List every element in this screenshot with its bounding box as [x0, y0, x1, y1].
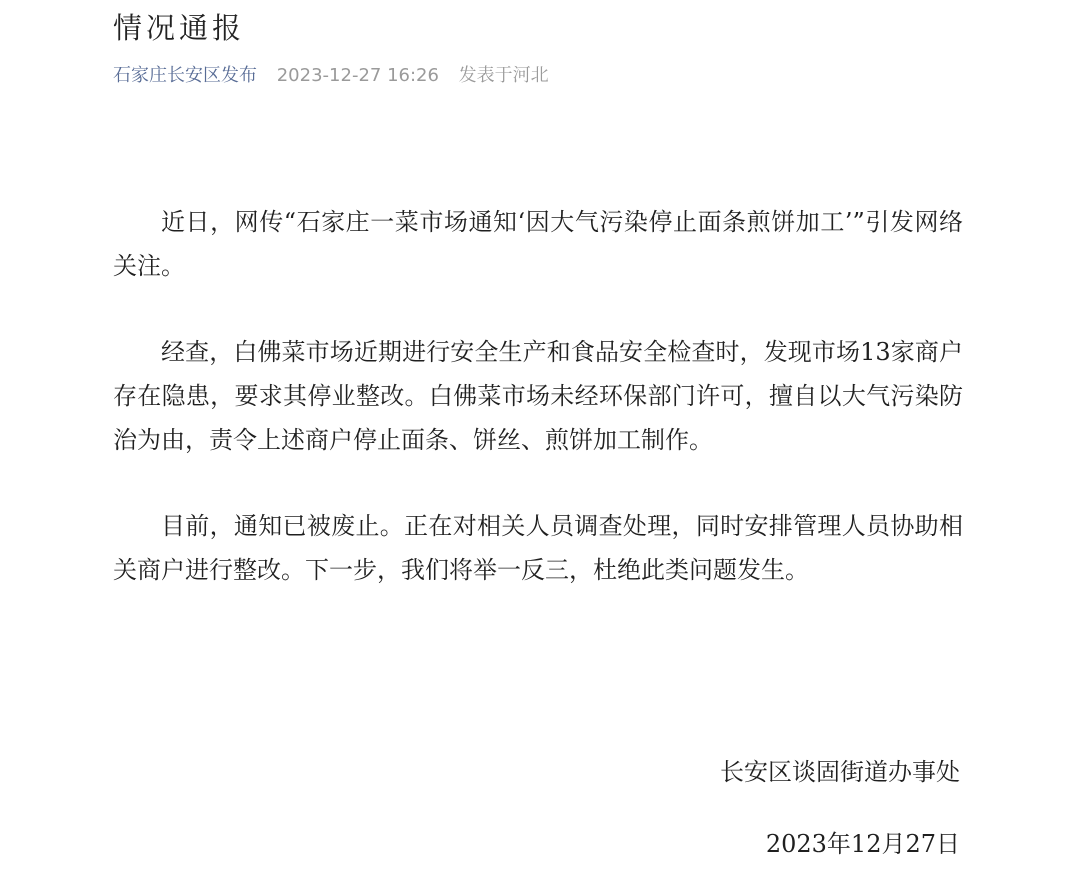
signature-block	[720, 752, 960, 864]
publish-location: 发表于河北	[458, 65, 549, 86]
article-meta	[113, 62, 549, 90]
account-name-link[interactable]: 石家庄长安区发布	[113, 65, 257, 86]
paragraph: 近日，网传“石家庄一菜市场通知‘因大气污染停止面条煎饼加工’”引发网络关注。	[113, 208, 963, 280]
article-body	[113, 200, 963, 634]
signature-date: 2023年12月27日	[765, 830, 960, 858]
publish-time: 2023-12-27 16:26	[276, 65, 439, 86]
signature-org: 长安区谈固街道办事处	[720, 758, 960, 786]
paragraph: 经查，白佛菜市场近期进行安全生产和食品安全检查时，发现市场13家商户存在隐患，要求其停业整改。白佛菜市场未经环保部门许可，擅自以大气污染防治为由，责令上述商户停止面条、饼丝、煎饼加工制作。	[113, 338, 963, 454]
paragraph: 目前，通知已被废止。正在对相关人员调查处理，同时安排管理人员协助相关商户进行整改。下一步，我们将举一反三，杜绝此类问题发生。	[113, 512, 963, 584]
article-title: 情况通报	[113, 11, 246, 45]
